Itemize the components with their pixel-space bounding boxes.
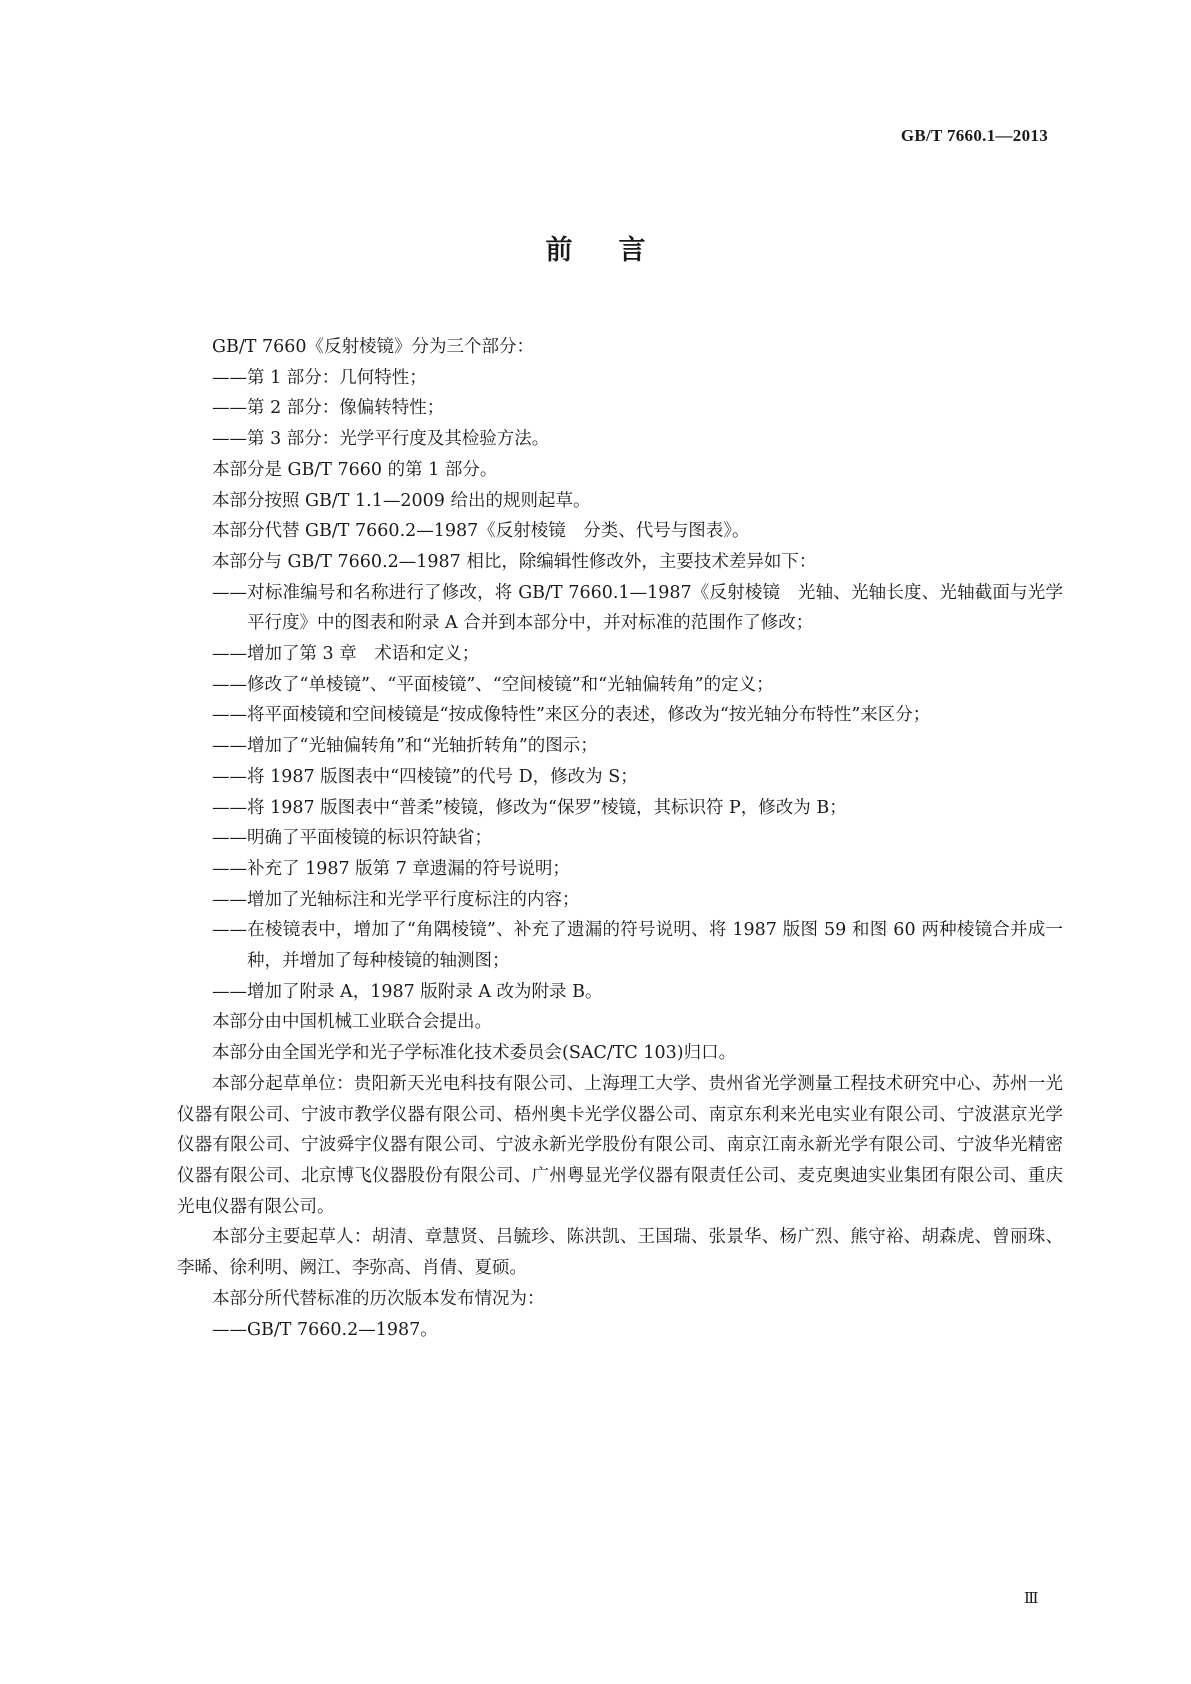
list-item: ——增加了第 3 章 术语和定义； xyxy=(212,644,480,665)
list-item: ——增加了光轴标注和光学平行度标注的内容； xyxy=(212,889,580,910)
list-item: ——增加了“光轴偏转角”和“光轴折转角”的图示； xyxy=(212,736,598,757)
list-item: ——明确了平面棱镜的标识符缺省； xyxy=(212,828,492,849)
list-item: ——第 2 部分：像偏转特性； xyxy=(212,398,445,419)
paragraph: 本部分主要起草人：胡清、章慧贤、吕毓珍、陈洪凯、王国瑞、张景华、杨广烈、熊守裕、胡森虎、曾丽珠、李晞、徐利明、阙江、李弥高、肖倩、夏硕。 xyxy=(177,1227,1063,1279)
paragraph: 本部分所代替标准的历次版本发布情况为： xyxy=(212,1288,545,1309)
list-item: ——增加了附录 A，1987 版附录 A 改为附录 B。 xyxy=(212,981,603,1002)
list-item: ——将 1987 版图表中“四棱镜”的代号 D，修改为 S； xyxy=(212,766,638,787)
list-item: ——第 1 部分：几何特性； xyxy=(212,367,427,388)
paragraph: 本部分起草单位：贵阳新天光电科技有限公司、上海理工大学、贵州省光学测量工程技术研究中心、苏州一光仪器有限公司、宁波市教学仪器有限公司、梧州奥卡光学仪器公司、南京东利来光电实业有限公司、宁波湛京光学仪器有限公司、宁波舜宇仪器有限公司、宁波永新光学股份有限公司、南京江南永新光学有限公司、宁波华光精密仪器有限公司、北京博飞仪器股份有限公司、广州粤显光学仪器有限责任公司、麦克奥迪实业集团有限公司、重庆光电仪器有限公司。 xyxy=(177,1073,1063,1217)
paragraph: 本部分按照 GB/T 1.1—2009 给出的规则起草。 xyxy=(212,490,591,511)
list-item: ——对标准编号和名称进行了修改，将 GB/T 7660.1—1987《反射棱镜 光轴、光轴长度、光轴截面与光学平行度》中的图表和附录 A 合并到本部分中，并对标准的范围作了修改； xyxy=(212,582,1063,634)
list-item: ——GB/T 7660.2—1987。 xyxy=(212,1319,438,1340)
list-item: ——补充了 1987 版第 7 章遗漏的符号说明； xyxy=(212,858,570,879)
list-item: ——第 3 部分：光学平行度及其检验方法。 xyxy=(212,429,550,450)
standard-number: GB/T 7660.1—2013 xyxy=(900,126,1048,145)
list-item: ——在棱镜表中，增加了“角隅棱镜”、补充了遗漏的符号说明、将 1987 版图 59 和图 60 两种棱镜合并成一种，并增加了每种棱镜的轴测图； xyxy=(212,920,1063,972)
paragraph: 本部分代替 GB/T 7660.2—1987《反射棱镜 分类、代号与图表》。 xyxy=(212,521,750,542)
document-body xyxy=(177,332,1063,1345)
list-item: ——将平面棱镜和空间棱镜是“按成像特性”来区分的表述，修改为“按光轴分布特性”来区分； xyxy=(212,705,931,726)
paragraph: 本部分由中国机械工业联合会提出。 xyxy=(212,1012,492,1033)
paragraph: 本部分由全国光学和光子学标准化技术委员会(SAC/TC 103)归口。 xyxy=(212,1043,737,1064)
list-item: ——修改了“单棱镜”、“平面棱镜”、“空间棱镜”和“光轴偏转角”的定义； xyxy=(212,674,774,695)
list-item: ——将 1987 版图表中“普柔”棱镜，修改为“保罗”棱镜，其标识符 P，修改为 B； xyxy=(212,797,847,818)
paragraph: 本部分是 GB/T 7660 的第 1 部分。 xyxy=(212,459,498,480)
paragraph: 本部分与 GB/T 7660.2—1987 相比，除编辑性修改外，主要技术差异如下： xyxy=(212,551,817,572)
paragraph: GB/T 7660《反射棱镜》分为三个部分： xyxy=(212,337,535,357)
page-number: Ⅲ xyxy=(1024,1591,1039,1607)
page-title: 前言 xyxy=(545,235,692,266)
